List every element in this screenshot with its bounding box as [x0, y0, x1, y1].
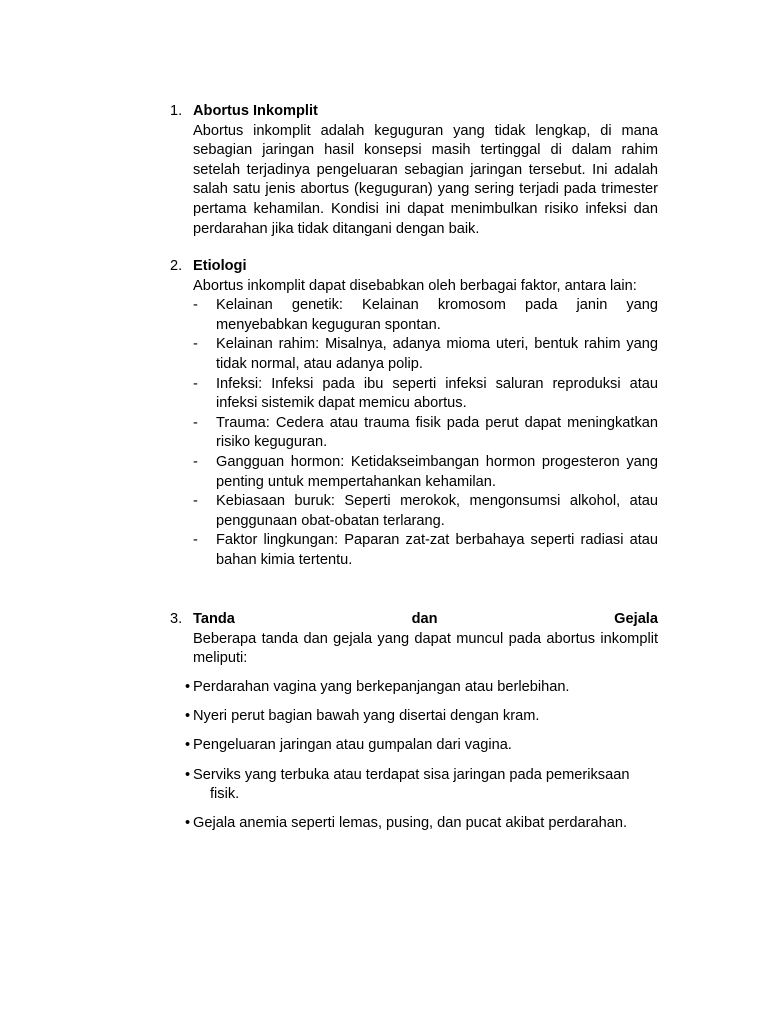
list-item-continuation: fisik.: [210, 786, 240, 803]
dash-marker: -: [193, 414, 198, 431]
etiologi-list: [193, 296, 658, 570]
list-item: [193, 453, 658, 492]
title-word: dan: [411, 611, 438, 627]
bullet-marker: •: [185, 679, 191, 695]
section-abortus-inkomplit: [170, 102, 658, 239]
title-word: Tanda: [193, 611, 235, 627]
list-item: [185, 736, 665, 756]
section-number: 3.: [170, 611, 183, 627]
list-item: [193, 492, 658, 531]
list-item-text: Gejala anemia seperti lemas, pusing, dan pucat akibat perdarahan.: [193, 815, 628, 832]
bullet-marker: •: [185, 815, 191, 832]
list-item-text: Nyeri perut bagian bawah yang disertai dengan kram.: [193, 708, 540, 725]
list-item-text: Trauma: Cedera atau trauma fisik pada perut dapat meningkatkan risiko keguguran.: [216, 414, 658, 451]
section-number: 1.: [170, 103, 183, 119]
list-item: [193, 375, 658, 414]
list-item-text: Infeksi: Infeksi pada ibu seperti infeksi saluran reproduksi atau infeksi sistemik dapat memicu abortus.: [216, 375, 658, 412]
bullet-marker: •: [185, 766, 191, 783]
section-title: Etiologi: [193, 258, 247, 274]
section-etiologi: [170, 257, 658, 571]
section-tanda-gejala: [170, 610, 658, 669]
section-number: 2.: [170, 258, 183, 274]
list-item: [193, 296, 658, 335]
list-item: [185, 814, 665, 834]
section-paragraph: Beberapa tanda dan gejala yang dapat muncul pada abortus inkomplit meliputi:: [193, 630, 658, 667]
dash-marker: -: [193, 336, 198, 353]
dash-marker: -: [193, 493, 198, 510]
dash-marker: -: [193, 375, 198, 392]
section-title: [193, 610, 658, 630]
list-item: [193, 531, 658, 570]
list-item: [185, 678, 665, 698]
title-word: Gejala: [614, 611, 658, 627]
list-item-text: Faktor lingkungan: Paparan zat-zat berbahaya seperti radiasi atau bahan kimia tertentu.: [216, 532, 658, 568]
list-item-text: Perdarahan vagina yang berkepanjangan atau berlebihan.: [193, 679, 570, 695]
section-paragraph: Abortus inkomplit dapat disebabkan oleh berbagai faktor, antara lain:: [193, 277, 637, 294]
list-item-text: Kelainan rahim: Misalnya, adanya mioma uteri, bentuk rahim yang tidak normal, atau adanya polip.: [216, 336, 658, 372]
list-item: [185, 707, 665, 727]
bullet-marker: •: [185, 737, 191, 754]
gejala-list: [185, 678, 665, 844]
bullet-marker: •: [185, 708, 191, 725]
list-item-text: Pengeluaran jaringan atau gumpalan dari vagina.: [193, 737, 512, 754]
dash-marker: -: [193, 453, 198, 470]
dash-marker: -: [193, 532, 198, 549]
list-item: [193, 414, 658, 453]
dash-marker: -: [193, 297, 198, 314]
section-paragraph: Abortus inkomplit adalah keguguran yang tidak lengkap, di mana sebagian jaringan hasil konsepsi masih tertinggal di dalam rahim setelah terjadinya pengeluaran sebagian jaringan tersebut. Ini adalah salah satu jenis abortus (keguguran) yang sering terjadi pada trimester pertama kehamilan. Kondisi ini dapat menimbulkan risiko infeksi dan perdarahan jika tidak ditangani dengan baik.: [193, 122, 658, 237]
list-item: [193, 335, 658, 374]
section-title: Abortus Inkomplit: [193, 103, 318, 119]
list-item: [185, 766, 665, 805]
list-item-text: Gangguan hormon: Ketidakseimbangan hormon progesteron yang penting untuk mempertahankan kehamilan.: [216, 453, 658, 490]
list-item-text: Kebiasaan buruk: Seperti merokok, mengonsumsi alkohol, atau penggunaan obat-obatan terlarang.: [216, 493, 658, 529]
list-item-text: Serviks yang terbuka atau terdapat sisa jaringan pada pemeriksaan: [193, 766, 630, 783]
list-item-text: Kelainan genetik: Kelainan kromosom pada janin yang menyebabkan keguguran spontan.: [216, 297, 658, 333]
